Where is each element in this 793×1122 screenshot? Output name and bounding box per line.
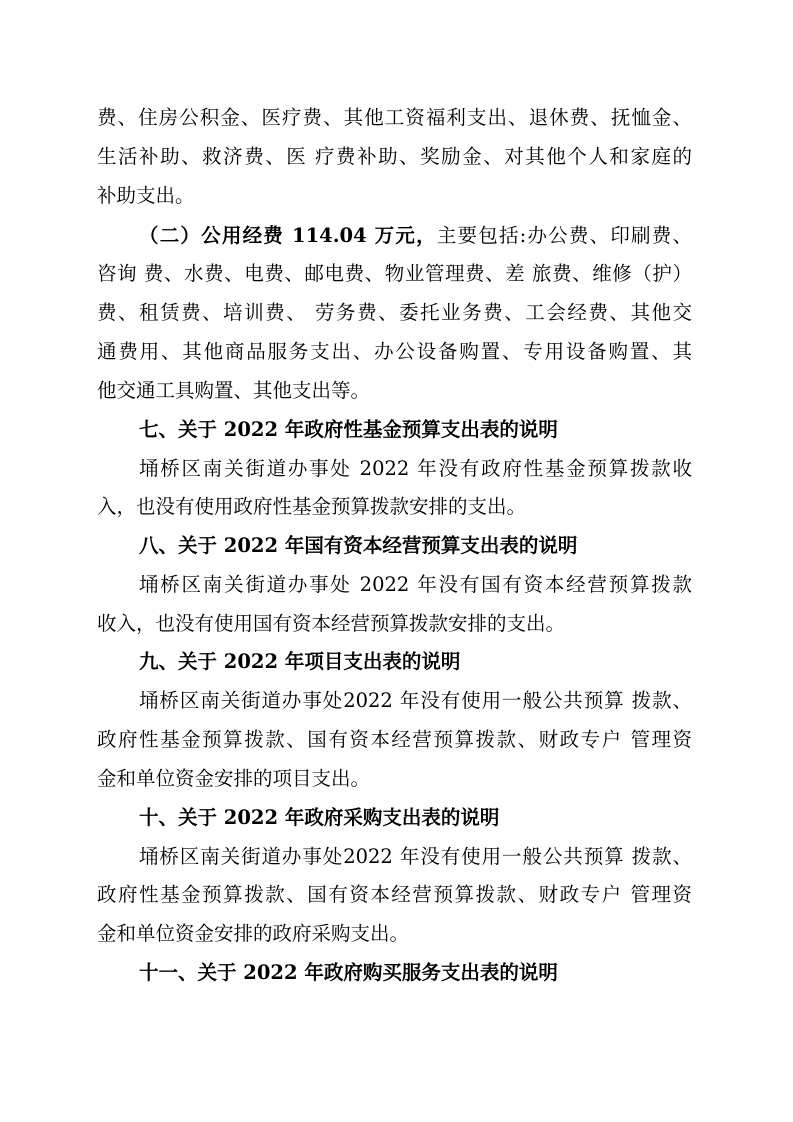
- public-funds-lead-rest: 主要包括:办公费、印刷费、: [436, 224, 692, 247]
- body-line: 生活补助、救济费、医 疗费补助、奖励金、对其他个人和家庭的: [97, 145, 692, 168]
- body-line: 收入，也没有使用国有资本经营预算拨款安排的支出。: [97, 612, 566, 635]
- body-line: 咨询 费、水费、电费、邮电费、物业管理费、差 旅费、维修（护）: [97, 262, 692, 285]
- public-funds-lead-bold: （二）公用经费 114.04 万元，: [139, 224, 437, 247]
- section-heading: 八、关于 2022 年国有资本经营预算支出表的说明: [139, 534, 578, 557]
- section-heading: 十一、关于 2022 年政府购买服务支出表的说明: [139, 961, 558, 984]
- body-line: 埇桥区南关街道办事处2022 年没有使用一般公共预算 拨款、: [139, 689, 692, 712]
- body-line: 埇桥区南关街道办事处 2022 年没有政府性基金预算拨款收: [139, 457, 692, 480]
- body-line: 补助支出。: [97, 184, 195, 207]
- body-line: 金和单位资金安排的政府采购支出。: [97, 922, 410, 945]
- section-heading: 九、关于 2022 年项目支出表的说明: [139, 650, 461, 673]
- body-line: 入，也没有使用政府性基金预算拨款安排的支出。: [97, 495, 527, 518]
- body-line: 政府性基金预算拨款、国有资本经营预算拨款、财政专户 管理资: [97, 728, 692, 751]
- body-line: 通费用、其他商品服务支出、办公设备购置、专用设备购置、其: [97, 340, 692, 363]
- body-line: 政府性基金预算拨款、国有资本经营预算拨款、财政专户 管理资: [97, 883, 692, 906]
- body-line: 费、租赁费、培训费、 劳务费、委托业务费、工会经费、其他交: [97, 301, 692, 324]
- body-line: 费、住房公积金、医疗费、其他工资福利支出、退休费、抚恤金、: [97, 106, 692, 129]
- section-heading: 十、关于 2022 年政府采购支出表的说明: [139, 806, 500, 829]
- body-line: 埇桥区南关街道办事处 2022 年没有国有资本经营预算拨款: [139, 573, 692, 596]
- body-line: 金和单位资金安排的项目支出。: [97, 767, 371, 790]
- section-heading: 七、关于 2022 年政府性基金预算支出表的说明: [139, 418, 558, 441]
- body-line: 他交通工具购置、其他支出等。: [97, 379, 371, 402]
- public-funds-lead-line: [139, 222, 692, 250]
- body-line: 埇桥区南关街道办事处2022 年没有使用一般公共预算 拨款、: [139, 845, 692, 868]
